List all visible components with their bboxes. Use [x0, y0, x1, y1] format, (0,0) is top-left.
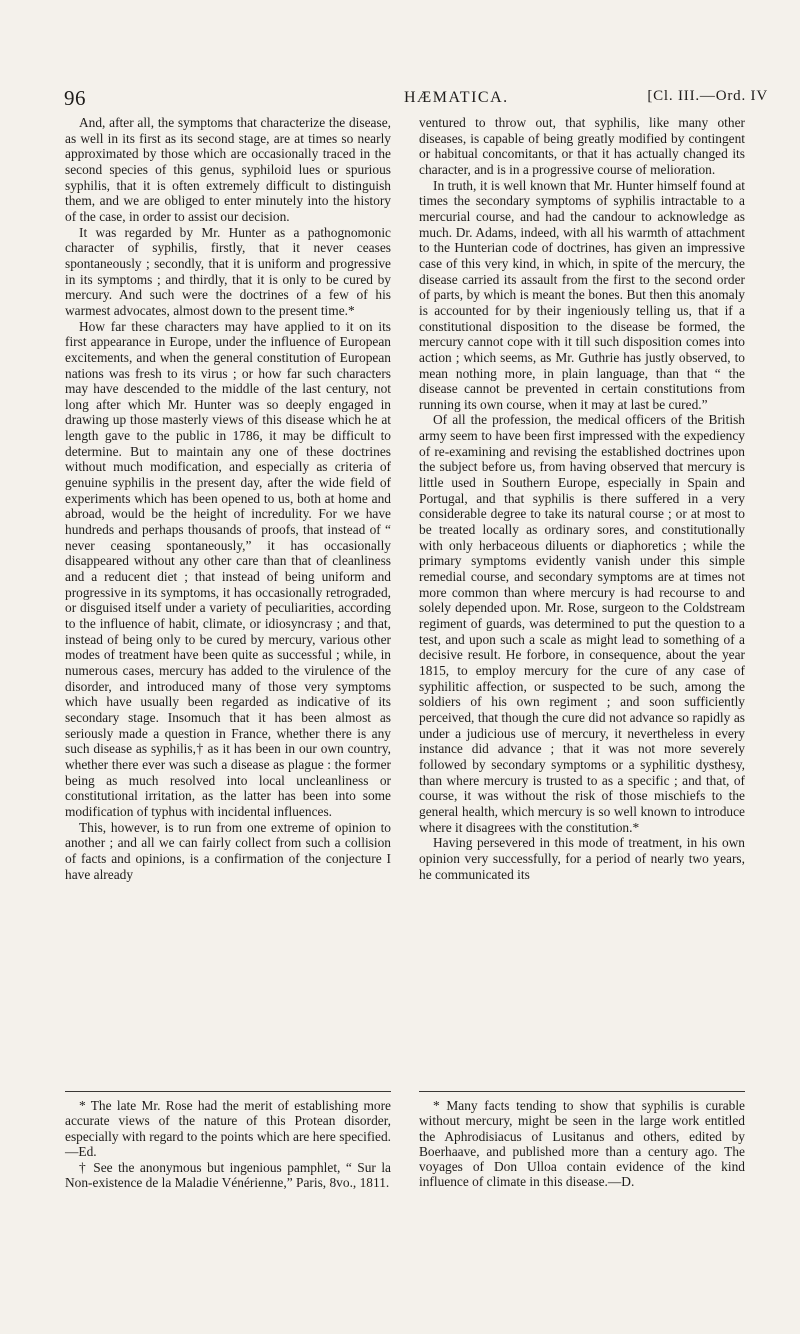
- section-mark: [Cl. III.—Ord. IV: [647, 88, 768, 104]
- footnote-divider: [65, 1091, 391, 1092]
- paragraph: Of all the profession, the medical officers of the British army seem to have been first impressed with the expediency of re-examining and revising the established doctrines upon the subject before us, from having observed that mercury is little used in Southern Europe, especially in Spain and Portugal, and that syphilis is there suffered in a very considerable degree to take its natural course ; or at most to be treated locally as ordinary sores, and constitutionally with only herbaceous diluents or diaphoretics ; while the primary symptoms evidently vanish under this simple remedial course, and secondary symptoms are at times not more common than where mercury is had recourse to and solely depended upon. Mr. Rose, surgeon to the Coldstream regiment of guards, was determined to put the question to a test, and upon such a scale as might lead to something of a decisive result. He forbore, in consequence, about the year 1815, to employ mercury for the cure of any case of syphilitic affection, or suspected to be such, among the soldiers of his own regiment ; and soon sufficiently perceived, that though the cure did not advance so rapidly as under a judicious use of mercury, it nevertheless in every instance did advance ; that it was not more severely followed by secondary symptoms or a syphilitic dysthesy, than where mercury is trusted to as a specific ; and that, of course, it was without the risk of those mischiefs to the general health, which mercury is so well known to introduce where it disagrees with the constitution.*: [419, 412, 745, 835]
- footnotes-right: [419, 1098, 745, 1191]
- left-column: [65, 115, 391, 882]
- footnote: * Many facts tending to show that syphilis is curable without mercury, might be seen in the large work entitled the Aphrodisiacus of Lusitanus and others, edited by Boerhaave, and published more than a century ago. The voyages of Don Ulloa contain evidence of the kind influence of climate in this disease.—D.: [419, 1098, 745, 1190]
- paragraph: And, after all, the symptoms that characterize the disease, as well in its first as its second stage, are at times so nearly approximated by those which are occasionally traced in the second species of this genus, syphiloid lues or spurious syphilis, that it is often extremely difficult to distinguish them, and we are obliged to enter minutely into the history of the case, in order to assist our decision.: [65, 115, 391, 224]
- running-head: HÆMATICA.: [404, 89, 509, 106]
- paragraph: Having persevered in this mode of treatment, in his own opinion very successfully, for a period of nearly two years, he communicated its: [419, 835, 745, 882]
- footnote-divider: [419, 1091, 745, 1092]
- footnotes-left: [65, 1098, 391, 1192]
- footnote: † See the anonymous but ingenious pamphlet, “ Sur la Non-existence de la Maladie Vénérienne,” Paris, 8vo., 1811.: [65, 1160, 391, 1191]
- paragraph: This, however, is to run from one extreme of opinion to another ; and all we can fairly collect from such a collision of facts and opinions, is a confirmation of the conjecture I have already: [65, 819, 391, 882]
- page-number: 96: [64, 86, 86, 110]
- paragraph: It was regarded by Mr. Hunter as a pathognomonic character of syphilis, firstly, that it never ceases spontaneously ; secondly, that it is uniform and progressive in its symptoms ; and thirdly, that it is only to be cured by mercury. And such were the doctrines of a few of his warmest advocates, almost down to the present time.*: [65, 224, 391, 318]
- footnote: * The late Mr. Rose had the merit of establishing more accurate views of the nature of this Protean disorder, especially with regard to the points which are here specified.—Ed.: [65, 1098, 391, 1159]
- right-column: [419, 115, 745, 882]
- paragraph: ventured to throw out, that syphilis, like many other diseases, is capable of being greatly modified by contingent or habitual concomitants, or that it has actually changed its character, and is in a progressive course of melioration.: [419, 115, 745, 177]
- paragraph: How far these characters may have applied to it on its first appearance in Europe, under the influence of European excitements, and when the general constitution of European nations was fresh to its virus ; or how far such characters may have descended to the middle of the last century, not long after which Mr. Hunter was so deeply engaged in drawing up those masterly views of this disease which he at length gave to the public in 1786, it may be difficult to determine. But to maintain any one of these doctrines without much modification, and especially as criteria of genuine syphilis in the present day, after the wide field of experiments which has been opened to us, both at home and abroad, would be the height of incredulity. For we have hundreds and perhaps thousands of proofs, that instead of “ never ceasing spontaneously,” it has occasionally disappeared without any other care than that of cleanliness and a reducent diet ; that instead of being uniform and progressive in its symptoms, it has occasionally retrograded, or disguised itself under a variety of peculiarities, according to the influence of habit, climate, or idiosyncrasy ; and that, instead of being only to be cured by mercury, various other modes of treatment have been quite as successful ; while, in numerous cases, mercury has added to the virulence of the disorder, and introduced many of those very symptoms which have usually been regarded as indicative of its secondary stage. Insomuch that it has been almost as seriously made a question in France, whether there is any such disease as syphilis,† as it has been in our own country, whether there ever was such a disease as plague : the former being as much resolved into local uncleanliness or constitutional irritation, as the latter has been into some modification of typhus with incidental influences.: [65, 318, 391, 819]
- page-header: [64, 86, 768, 108]
- paragraph: In truth, it is well known that Mr. Hunter himself found at times the secondary symptoms of syphilis intractable to a mercurial course, and had the candour to acknowledge as much. Dr. Adams, indeed, with all his warmth of attachment to the Hunterian code of doctrines, has given an impressive case of this very kind, in which, in spite of the mercury, the disease carried its assault from the first to the second order of parts, by which is meant the bones. But then this anomaly is accounted for by their ingeniously telling us, that if a constitutional disposition to the disease be formed, the mercury cannot cope with it till such disposition comes into action ; which seems, as Mr. Guthrie has justly observed, to mean nothing more, in plain language, than that “ the disease cannot be prevented in certain constitutions from running its own course, when it may at last be cured.”: [419, 177, 745, 412]
